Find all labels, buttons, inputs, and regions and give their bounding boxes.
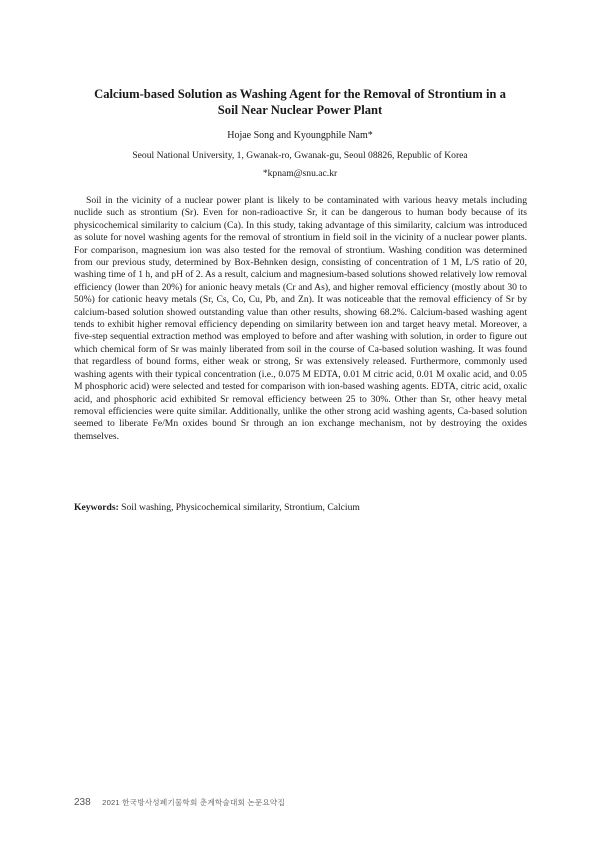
corresponding-email: *kpnam@snu.ac.kr <box>262 168 338 179</box>
title-line-1: Calcium-based Solution as Washing Agent for the Removal of Strontium in a <box>94 87 506 101</box>
title-line-2: Soil Near Nuclear Power Plant <box>217 103 383 117</box>
proceedings-title: 2021 한국방사성폐기물학회 춘계학술대회 논문요약집 <box>102 798 286 807</box>
authors: Hojae Song and Kyoungphile Nam* <box>227 130 373 141</box>
page-number: 238 <box>74 797 91 808</box>
paper-title <box>60 86 540 118</box>
abstract-body: Soil in the vicinity of a nuclear power plant is likely to be contaminated with various heavy metals including nuclide such as strontium (Sr). Even for non-radioactive Sr, it can be dangerous to human body because of its physicochemical similarity to calcium (Ca). In this study, taking advantage of this similarity, calcium was introduced as solute for novel washing agents for the removal of strontium in field soil in the vicinity of a nuclear power plants. For comparison, magnesium ion was also tested for the removal of strontium. Washing condition was determined from our previous study, determined by Box-Behnken design, consisting of concentration of 1 M, L/S ratio of 20, washing time of 1 h, and pH of 2. As a result, calcium and magnesium-based solutions showed relatively low removal efficiency (lower than 20%) for anionic heavy metals (Cr and As), and higher removal efficiency (mostly about 30 to 50%) for cationic heavy metals (Sr, Cs, Co, Cu, Pb, and Zn). It was noticeable that the removal efficiency of Sr by calcium-based solution showed outstanding value than other results, showing 68.2%. Calcium-based washing agent tends to exhibit higher removal efficiency depending on similarity between ion and target heavy metal. Moreover, a five-step sequential extraction method was employed to before and after washing with solution, in order to figure out which chemical form of Sr was mainly liberated from soil in the course of Ca-based solution washing. It was found that regardless of bound forms, either weak or strong, Sr was extensively released. Furthermore, commonly used washing agents with their typical concentration (i.e., 0.075 M EDTA, 0.01 M citric acid, 0.01 M oxalic acid, and 0.05 M phosphoric acid) were selected and tested for comparison with ion-based washing agents. EDTA, citric acid, oxalic acid, and phosphoric acid exhibited Sr removal efficiency between 25 to 30%. Other than Sr, other heavy metal removal efficiencies were quite similar. Additionally, unlike the other strong acid washing agents, Ca-based solution seemed to liberate Fe/Mn oxides bound Sr through an ion exchange mechanism, not by destroying the oxides themselves. <box>74 195 527 442</box>
affiliation: Seoul National University, 1, Gwanak-ro, Gwanak-gu, Seoul 08826, Republic of Korea <box>132 150 468 161</box>
keywords-list: Soil washing, Physicochemical similarity, Strontium, Calcium <box>121 502 360 513</box>
keywords <box>74 502 527 514</box>
page-footer <box>74 792 285 810</box>
keywords-label: Keywords: <box>74 502 119 513</box>
